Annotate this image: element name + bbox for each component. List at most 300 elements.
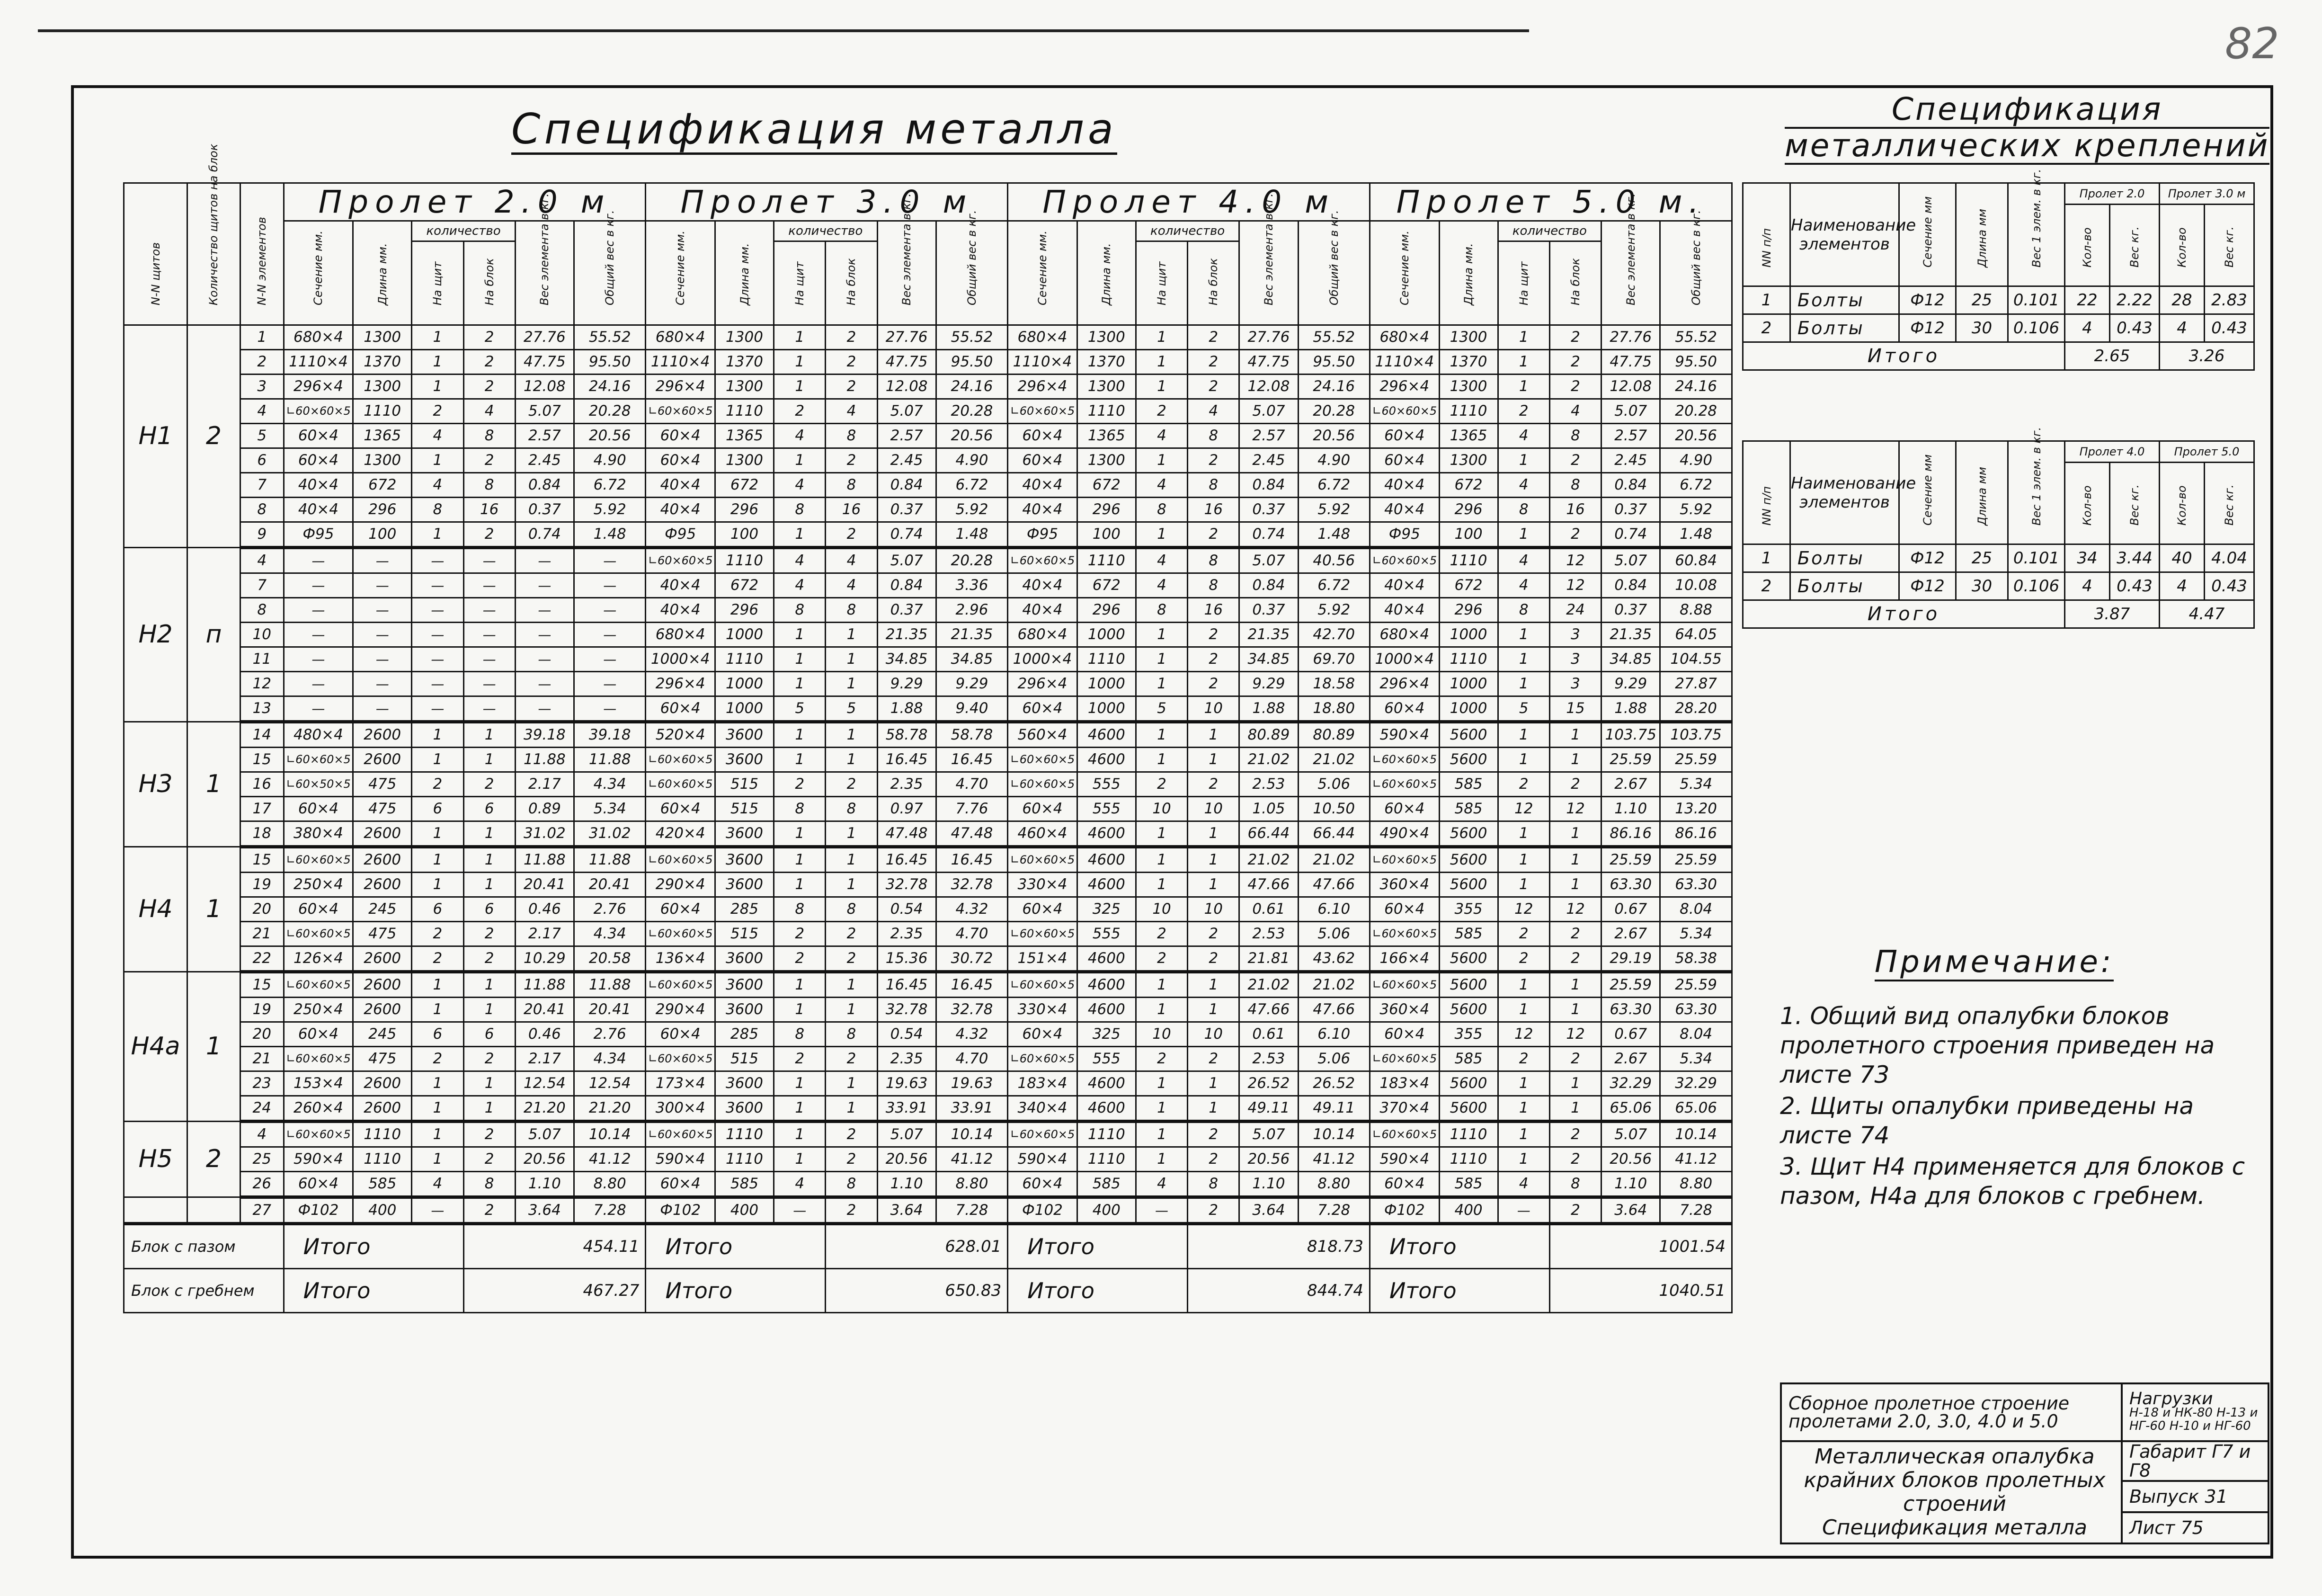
cell-unit-weight: 5.07 (515, 1122, 574, 1147)
cell-unit-weight: 5.07 (1239, 548, 1298, 573)
cell-section: 360×4 (1370, 998, 1439, 1022)
cell-section: Ф95 (1008, 522, 1077, 548)
fastener-num: 2 (1743, 314, 1790, 342)
fast-col-qty: Кол-во (2065, 463, 2110, 544)
cell-per-block: 2 (826, 1197, 877, 1224)
col-unit-weight: Вес элемента в кг. (1239, 221, 1298, 325)
cell-section: ∟60×60×5 (646, 1122, 715, 1147)
cell-per-shield: 1 (1498, 374, 1549, 399)
cell-per-shield: 2 (1136, 946, 1187, 972)
cell-per-shield: — (774, 1197, 826, 1224)
cell-unit-weight: 16.45 (877, 972, 936, 998)
cell-unit-weight: 0.89 (515, 797, 574, 821)
col-length: Длина мм. (353, 221, 412, 325)
cell-per-shield: 12 (1498, 897, 1549, 922)
cell-total-weight: 20.56 (1660, 424, 1732, 448)
cell-length: 672 (353, 473, 412, 498)
cell-per-shield: 1 (774, 623, 826, 647)
element-number: 27 (240, 1197, 284, 1224)
cell-length: 1000 (1077, 623, 1136, 647)
cell-total-weight: 32.29 (1660, 1071, 1732, 1096)
cell-per-block: 2 (1188, 1122, 1239, 1147)
cell-per-shield: 1 (1498, 748, 1549, 772)
cell-length: 1110 (1439, 647, 1498, 672)
cell-length: 3600 (715, 946, 774, 972)
fastener-section: Ф12 (1899, 572, 1956, 600)
col-length: Длина мм. (1439, 221, 1498, 325)
cell-section: 460×4 (1008, 821, 1077, 847)
cell-per-shield: 1 (1136, 325, 1187, 350)
cell-length: 555 (1077, 797, 1136, 821)
fastener-length: 30 (1956, 572, 2008, 600)
cell-total-weight: 4.90 (574, 448, 646, 473)
cell-section: ∟60×60×5 (1370, 1122, 1439, 1147)
cell-length: 2600 (353, 1096, 412, 1122)
cell-total-weight: 5.34 (1660, 1047, 1732, 1071)
fast-col-section: Сечение мм (1899, 183, 1956, 286)
cell-section: 260×4 (284, 1096, 353, 1122)
cell-total-weight: 20.28 (936, 399, 1008, 424)
cell-section: 60×4 (1370, 1022, 1439, 1047)
spec-row (124, 498, 1732, 522)
cell-per-block: 2 (1188, 623, 1239, 647)
cell-section: 300×4 (646, 1096, 715, 1122)
cell-per-shield: 8 (1136, 598, 1187, 623)
cell-total-weight: 21.02 (1298, 748, 1370, 772)
cell-per-shield: 1 (1136, 522, 1187, 548)
cell-length: 2600 (353, 873, 412, 897)
cell-length: 672 (715, 473, 774, 498)
cell-section: 40×4 (1370, 498, 1439, 522)
cell-total-weight: 10.14 (1298, 1122, 1370, 1147)
cell-per-block: 3 (1549, 672, 1601, 696)
cell-per-shield: 4 (1498, 548, 1549, 573)
cell-per-shield: 1 (1498, 998, 1549, 1022)
cell-length: 285 (715, 897, 774, 922)
cell-total-weight: 4.70 (936, 772, 1008, 797)
element-number: 15 (240, 847, 284, 873)
cell-per-shield: 2 (412, 772, 463, 797)
cell-unit-weight: 20.56 (1239, 1147, 1298, 1172)
cell-section: 296×4 (646, 374, 715, 399)
cell-unit-weight: 2.45 (1601, 448, 1660, 473)
total-value: 628.01 (826, 1224, 1008, 1269)
cell-total-weight: 5.92 (1660, 498, 1732, 522)
cell-per-shield: 1 (1136, 672, 1187, 696)
cell-per-block: 12 (1549, 797, 1601, 821)
cell-total-weight: 1.48 (1660, 522, 1732, 548)
cell-per-shield: 4 (412, 424, 463, 448)
cell-length: 585 (1439, 1172, 1498, 1197)
cell-per-shield: 8 (774, 498, 826, 522)
cell-section: ∟60×60×5 (1370, 847, 1439, 873)
cell-total-weight: 16.45 (936, 847, 1008, 873)
cell-section: 60×4 (1008, 1022, 1077, 1047)
col-qty-group: количество (1136, 221, 1239, 241)
cell-length: 5600 (1439, 1096, 1498, 1122)
cell-per-shield: 1 (412, 748, 463, 772)
cell-per-shield: 2 (412, 922, 463, 946)
cell-per-block: 8 (1549, 424, 1601, 448)
cell-per-block: 12 (1549, 1022, 1601, 1047)
cell-per-shield: 4 (412, 473, 463, 498)
cell-length: 1110 (353, 1147, 412, 1172)
spec-row (124, 672, 1732, 696)
cell-per-block: 10 (1188, 1022, 1239, 1047)
cell-per-block: 24 (1549, 598, 1601, 623)
cell-length: 1365 (1439, 424, 1498, 448)
cell-section: ∟60×60×5 (284, 922, 353, 946)
fastener-qty: 4 (2160, 314, 2205, 342)
cell-per-block: 1 (1549, 722, 1601, 748)
cell-unit-weight: 5.07 (877, 548, 936, 573)
totals-label: Блок с пазом (124, 1224, 284, 1269)
cell-per-shield: 10 (1136, 897, 1187, 922)
cell-unit-weight: 1.10 (1601, 797, 1660, 821)
cell-total-weight: 55.52 (574, 325, 646, 350)
cell-length: 1000 (1077, 696, 1136, 722)
spec-row (124, 696, 1732, 722)
cell-length: 1110 (1439, 1122, 1498, 1147)
cell-unit-weight: 47.75 (1601, 350, 1660, 374)
cell-per-block: 1 (826, 647, 877, 672)
fastener-row (1743, 544, 2254, 572)
cell-per-shield: 1 (1498, 1122, 1549, 1147)
cell-section: 60×4 (1008, 897, 1077, 922)
fast-total-value: 2.65 (2065, 342, 2160, 370)
fastener-qty: 4 (2065, 572, 2110, 600)
cell-length: 1370 (353, 350, 412, 374)
cell-total-weight: 6.10 (1298, 1022, 1370, 1047)
cell-per-block: 2 (463, 350, 515, 374)
cell-total-weight: 31.02 (574, 821, 646, 847)
cell-unit-weight: 0.74 (515, 522, 574, 548)
cell-length: 672 (1077, 573, 1136, 598)
cell-section: 60×4 (284, 448, 353, 473)
element-number: 4 (240, 1122, 284, 1147)
cell-section: 60×4 (284, 1172, 353, 1197)
fastener-name: Болты (1790, 544, 1899, 572)
cell-per-block: 2 (826, 522, 877, 548)
cell-length: 475 (353, 922, 412, 946)
cell-unit-weight: 1.88 (1239, 696, 1298, 722)
cell-unit-weight: 29.19 (1601, 946, 1660, 972)
cell-length: 4600 (1077, 1096, 1136, 1122)
col-section: Сечение мм. (646, 221, 715, 325)
cell-section: 420×4 (646, 821, 715, 847)
cell-total-weight: 64.05 (1660, 623, 1732, 647)
cell-section: 1000×4 (646, 647, 715, 672)
cell-length: 1300 (353, 374, 412, 399)
cell-per-block: 8 (1188, 1172, 1239, 1197)
cell-section: 680×4 (646, 623, 715, 647)
cell-total-weight: 34.85 (936, 647, 1008, 672)
cell-per-block: 2 (1188, 448, 1239, 473)
cell-length: 3600 (715, 821, 774, 847)
cell-per-block: 2 (1549, 350, 1601, 374)
cell-length: 2600 (353, 972, 412, 998)
cell-total-weight: 104.55 (1660, 647, 1732, 672)
cell-length: 1110 (1077, 647, 1136, 672)
cell-section: ∟60×60×5 (1008, 1047, 1077, 1071)
cell-section: 480×4 (284, 722, 353, 748)
spec-row (124, 972, 1732, 998)
cell-per-block: 8 (826, 598, 877, 623)
cell-per-shield: 1 (774, 325, 826, 350)
cell-length: 100 (1439, 522, 1498, 548)
cell-unit-weight: 2.67 (1601, 1047, 1660, 1071)
cell-length: 4600 (1077, 946, 1136, 972)
cell-per-shield: 1 (774, 448, 826, 473)
cell-unit-weight: 1.10 (1239, 1172, 1298, 1197)
cell-per-block: 2 (1188, 922, 1239, 946)
cell-total-weight: 10.08 (1660, 573, 1732, 598)
cell-total-weight: 43.62 (1298, 946, 1370, 972)
cell-per-block: 3 (1549, 623, 1601, 647)
cell-per-shield: 1 (412, 448, 463, 473)
cell-per-block: 2 (826, 448, 877, 473)
cell-total-weight: 39.18 (574, 722, 646, 748)
cell-per-block: 1 (463, 972, 515, 998)
cell-total-weight: 20.28 (1660, 399, 1732, 424)
cell-length: 515 (715, 772, 774, 797)
cell-total-weight: 58.38 (1660, 946, 1732, 972)
cell-unit-weight: 19.63 (877, 1071, 936, 1096)
cell-per-shield: 1 (774, 522, 826, 548)
cell-per-shield: 1 (412, 1147, 463, 1172)
cell-section: 60×4 (646, 448, 715, 473)
cell-length: 296 (353, 498, 412, 522)
fast-col-weight: Вес кг. (2205, 205, 2254, 286)
cell-section: 340×4 (1008, 1096, 1077, 1122)
cell-length: 3600 (715, 972, 774, 998)
cell-total-weight: 10.14 (1660, 1122, 1732, 1147)
cell-unit-weight: 0.37 (877, 598, 936, 623)
cell-length: 672 (1439, 573, 1498, 598)
cell-unit-weight: 0.37 (1239, 598, 1298, 623)
cell-length: 1300 (1077, 448, 1136, 473)
cell-unit-weight: 2.57 (877, 424, 936, 448)
cell-per-shield: — (1136, 1197, 1187, 1224)
cell-per-block: 1 (826, 623, 877, 647)
cell-per-block: 2 (1549, 1122, 1601, 1147)
spec-row (124, 922, 1732, 946)
cell-per-block: — (463, 598, 515, 623)
cell-total-weight: 25.59 (1660, 847, 1732, 873)
cell-per-block: 2 (826, 772, 877, 797)
cell-per-block: 1 (463, 847, 515, 873)
cell-per-shield: 6 (412, 1022, 463, 1047)
fastener-qty: 4 (2160, 572, 2205, 600)
cell-per-shield: 1 (1136, 972, 1187, 998)
spec-row (124, 424, 1732, 448)
cell-per-block: 1 (826, 748, 877, 772)
cell-length: 100 (353, 522, 412, 548)
cell-per-shield: 1 (1498, 623, 1549, 647)
note-item: 3. Щит Н4 применяется для блоков с пазом, Н4а для блоков с гребнем. (1780, 1153, 2245, 1210)
fastener-unit-weight: 0.101 (2008, 286, 2065, 314)
totals-row-groove (124, 1224, 1732, 1269)
cell-total-weight: 4.70 (936, 1047, 1008, 1071)
cell-per-block: 16 (463, 498, 515, 522)
cell-per-block: 2 (463, 374, 515, 399)
fastener-unit-weight: 0.106 (2008, 572, 2065, 600)
cell-unit-weight: 65.06 (1601, 1096, 1660, 1122)
cell-length: 2600 (353, 847, 412, 873)
fastener-section: Ф12 (1899, 544, 1956, 572)
col-qty-group: количество (412, 221, 516, 241)
cell-total-weight: 40.56 (1298, 548, 1370, 573)
cell-length: 475 (353, 1047, 412, 1071)
stamp-sheet: Лист 75 (2122, 1512, 2269, 1543)
cell-total-weight: 63.30 (1660, 998, 1732, 1022)
cell-unit-weight: 0.37 (1239, 498, 1298, 522)
cell-total-weight: 20.28 (936, 548, 1008, 573)
col-qty-group: количество (1498, 221, 1601, 241)
cell-per-block: 1 (1549, 748, 1601, 772)
cell-total-weight: 21.02 (1298, 972, 1370, 998)
col-per-block: На блок (1549, 241, 1601, 325)
fastener-qty: 4 (2065, 314, 2110, 342)
cell-length: 3600 (715, 1071, 774, 1096)
cell-per-block: — (463, 696, 515, 722)
cell-unit-weight: 5.07 (1239, 1122, 1298, 1147)
cell-section: 1000×4 (1008, 647, 1077, 672)
cell-per-shield: 1 (412, 374, 463, 399)
element-number: 15 (240, 748, 284, 772)
cell-unit-weight: 21.81 (1239, 946, 1298, 972)
cell-unit-weight: 21.35 (1601, 623, 1660, 647)
cell-total-weight: 5.06 (1298, 922, 1370, 946)
cell-per-shield: 1 (774, 821, 826, 847)
fast-col-qty: Кол-во (2065, 205, 2110, 286)
cell-unit-weight: 20.41 (515, 873, 574, 897)
metal-spec-table (123, 143, 1733, 1313)
cell-per-shield: 12 (1498, 1022, 1549, 1047)
cell-unit-weight: 27.76 (1239, 325, 1298, 350)
cell-section: 296×4 (1008, 672, 1077, 696)
spec-row (124, 946, 1732, 972)
cell-per-shield: 4 (774, 424, 826, 448)
cell-unit-weight: — (515, 647, 574, 672)
cell-per-shield: 1 (774, 972, 826, 998)
cell-per-shield: 1 (1136, 847, 1187, 873)
element-number: 8 (240, 598, 284, 623)
totals-word: Итого (646, 1269, 826, 1313)
cell-length: 1110 (353, 1122, 412, 1147)
cell-per-block: 8 (826, 897, 877, 922)
cell-per-block: 2 (1188, 522, 1239, 548)
cell-section: — (284, 573, 353, 598)
col-total-weight: Общий вес в кг. (936, 221, 1008, 325)
cell-section: ∟60×60×5 (646, 748, 715, 772)
cell-unit-weight: — (515, 548, 574, 573)
cell-total-weight: 20.28 (1298, 399, 1370, 424)
fast-span-b: Пролет 3.0 м (2160, 183, 2254, 205)
cell-total-weight: 49.11 (1298, 1096, 1370, 1122)
element-number: 10 (240, 623, 284, 647)
cell-section: 590×4 (284, 1147, 353, 1172)
cell-per-shield: 4 (1136, 573, 1187, 598)
cell-unit-weight: 2.35 (877, 922, 936, 946)
cell-section: 490×4 (1370, 821, 1439, 847)
cell-per-block: 1 (1549, 1096, 1601, 1122)
cell-unit-weight: 0.37 (877, 498, 936, 522)
cell-length: 5600 (1439, 946, 1498, 972)
fastener-weight: 0.43 (2205, 572, 2254, 600)
cell-per-block: 12 (1549, 573, 1601, 598)
cell-per-block: 1 (1549, 847, 1601, 873)
cell-unit-weight: 0.84 (877, 573, 936, 598)
spec-row (124, 598, 1732, 623)
cell-per-shield: 5 (1498, 696, 1549, 722)
cell-length: — (353, 548, 412, 573)
cell-per-shield: 2 (1136, 399, 1187, 424)
element-number: 8 (240, 498, 284, 522)
spec-row (124, 1197, 1732, 1224)
element-number: 9 (240, 522, 284, 548)
cell-section: ∟60×60×5 (1008, 972, 1077, 998)
shield-count: 1 (187, 722, 240, 847)
cell-per-shield: 1 (1498, 448, 1549, 473)
cell-section: 296×4 (1370, 672, 1439, 696)
col-per-block: На блок (463, 241, 515, 325)
totals-word: Итого (1008, 1269, 1188, 1313)
cell-unit-weight: 21.02 (1239, 748, 1298, 772)
cell-section: ∟60×50×5 (284, 772, 353, 797)
cell-per-shield: 1 (1498, 972, 1549, 998)
cell-per-shield: 4 (1136, 473, 1187, 498)
cell-section: ∟60×60×5 (646, 847, 715, 873)
cell-total-weight: 4.32 (936, 1022, 1008, 1047)
cell-total-weight: 7.76 (936, 797, 1008, 821)
cell-per-shield: 1 (412, 873, 463, 897)
cell-section: 1110×4 (646, 350, 715, 374)
spec-row (124, 897, 1732, 922)
cell-per-shield: 1 (1136, 374, 1187, 399)
fastener-num: 1 (1743, 544, 1790, 572)
cell-length: 355 (1439, 897, 1498, 922)
cell-per-shield: 1 (774, 873, 826, 897)
cell-per-shield: 4 (774, 473, 826, 498)
cell-per-shield: 1 (1136, 722, 1187, 748)
cell-section: 40×4 (1370, 598, 1439, 623)
cell-section: ∟60×60×5 (284, 972, 353, 998)
element-number: 21 (240, 922, 284, 946)
cell-unit-weight: 2.45 (877, 448, 936, 473)
cell-per-block: 2 (463, 1197, 515, 1224)
cell-section: — (284, 548, 353, 573)
fasteners-table-1 (1742, 169, 2255, 371)
cell-per-block: 8 (1188, 573, 1239, 598)
cell-total-weight: 24.16 (574, 374, 646, 399)
cell-per-shield: 1 (412, 1096, 463, 1122)
fast-total-value: 3.87 (2065, 600, 2160, 628)
cell-length: 325 (1077, 897, 1136, 922)
fastener-qty: 34 (2065, 544, 2110, 572)
cell-unit-weight: 21.02 (1239, 972, 1298, 998)
cell-length: 1370 (715, 350, 774, 374)
cell-per-block: 1 (1549, 972, 1601, 998)
element-number: 23 (240, 1071, 284, 1096)
col-per-shield: На щит (774, 241, 826, 325)
cell-total-weight: 1.48 (936, 522, 1008, 548)
fastener-num: 1 (1743, 286, 1790, 314)
cell-per-shield: 1 (774, 350, 826, 374)
cell-per-shield: 1 (1136, 1122, 1187, 1147)
cell-section: ∟60×60×5 (1370, 772, 1439, 797)
top-rule (38, 29, 1529, 32)
